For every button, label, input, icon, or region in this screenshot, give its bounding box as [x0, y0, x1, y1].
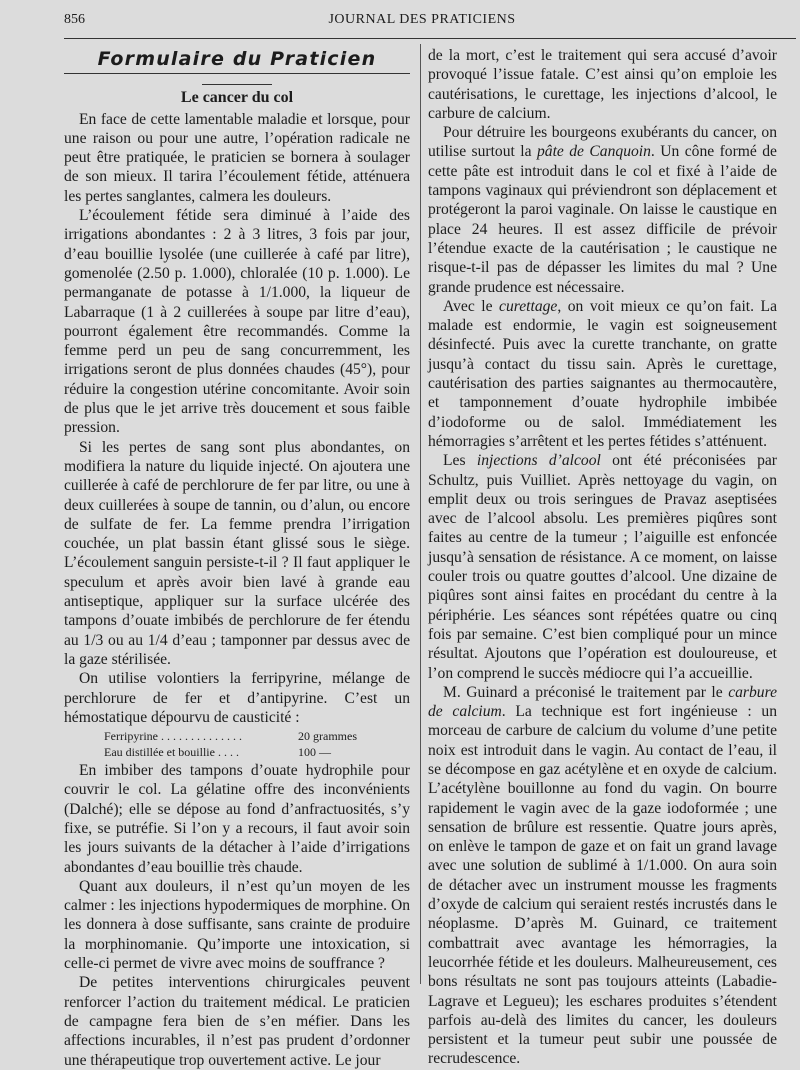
- emphasis: pâte de Canquoin: [536, 143, 651, 161]
- left-column: [64, 46, 410, 1070]
- paragraph: [428, 297, 777, 451]
- formula-quantity: 100 —: [298, 745, 331, 760]
- emphasis: injections d’alcool: [476, 452, 601, 470]
- text-run: . La technique est fort ingénieuse : un morceau de carbure de calcium du volume d’une petite noix est introduit dans le vagin. Au contact de l’eau, il se décompose en gaz acétylène et en oxyde de calcium. L’acétylène bouillonne au fond du vagin. On bourre rapidement le vagin avec de la gaze iodoformée ; une sensation de brûlure est ressentie. Quatre jours après, on enlève le tampon de gaze et on fait un grand lavage avec une solution de sublimé à 1/1.000. On aura soin de détacher avec un instrument mousse les fragments d’oxyde de calcium qui seraient restés incrustés dans le néoplasme. D’après M. Guinard, ce traitement combattrait avec avantage les hémorragies, la leucorrhée fétide et les douleurs. Malheureusement, ces bons résultats ne sont pas toujours atteints (Labadie-Lagrave et Legueu); les eschares produites s’étendent parfois au-delà des limites du cancer, les douleurs persistent et la tumeur peut subir une poussée de recrudescence.: [428, 703, 778, 1068]
- formula-row: [64, 728, 410, 744]
- text-run: Pour détruire les bourgeons exubérants du cancer, on utilise surtout la: [428, 124, 777, 161]
- paragraph: On utilise volontiers la ferripyrine, mélange de perchlorure de fer et d’antipyrine. C’est un hémostatique dépourvu de causticité :: [64, 670, 410, 726]
- section-title: Formulaire du Praticien: [64, 50, 410, 74]
- emphasis: curettage: [499, 297, 558, 315]
- formula-ingredient: Eau distillée et bouillie . . . .: [104, 745, 239, 760]
- prescription-formula: [64, 728, 410, 760]
- paragraph: de la mort, c’est le traitement qui sera accusé d’avoir provoqué l’issue fatale. C’est ainsi qu’on emploie les cautérisations, le curettage, les injections d’alcool, le carbure de calcium.: [428, 47, 777, 122]
- article-title: Le cancer du col: [180, 89, 294, 107]
- text-run: Avec le: [443, 297, 500, 315]
- text-run: , on voit mieux ce qu’on fait. La malade est endormie, le vagin est soigneusement désinfecté. Puis avec la curette tranchante, on gratte jusqu’à contact du tissu sain. Après le curettage, cautérisation des parties saignantes au thermocautère, et tamponnement d’ouate hydrophile imbibée d’iodoforme ou de salol. Immédiatement les hémorragies s’arrêtent et les pertes fétides s’atténuent.: [428, 297, 777, 450]
- text-run: ont été préconisées par Schultz, puis Vuilliet. Après nettoyage du vagin, on emplit deux ou trois seringues de Pravaz aseptisées avec de l’alcool absolu. Les premières piqûres sont faites au centre de la tumeur ; l’aiguille est enfoncée jusqu’à sensation de résistance. A ce moment, on laisse couler trois ou quatre gouttes d’alcool. Une dizaine de piqûres sont ainsi faites en procédant du centre à la périphérie. Les séances sont répétées quatre ou cinq fois par semaine. C’est bien compliqué pour un mince résultat. Ajoutons que l’opération est douloureuse, et l’on comprend le succès médiocre qui l’a accueillie.: [428, 452, 777, 682]
- paragraph: L’écoulement fétide sera diminué à l’aide des irrigations abondantes : 2 à 3 litres, 3 fois par jour, d’eau bouillie lysolée (une cuillerée à café par litre), gomenolée (2.50 p. 1.000), chloralée (10 p. 1.000). Le permanganate de potasse à 1/1.000, la liqueur de Labarraque (1 à 2 cuillerées à soupe par litre d’eau), pourront également être recommandés. Comme la femme perd un peu de sang concurremment, les irrigations seront de plus données chaudes (45°), pour réduire la congestion utérine concomitante. Avoir soin de plus que le jet arrive très doucement et sous faible pression.: [64, 207, 410, 437]
- paragraph: Si les pertes de sang sont plus abondantes, on modifiera la nature du liquide injecté. On ajoutera une cuillerée à café de perchlorure de fer par litre, ou une à deux cuillerées à soupe de tannin, ou d’alun, ou encore de sulfate de fer. La femme prendra l’irrigation couchée, un plat bassin étant glissé sous le siège. L’écoulement sanguin persiste-t-il ? Il faut appliquer le speculum et après avoir bien lavé à grande eau antiseptique, appliquer sur la surface ulcérée des tampons d’ouate imbibés de perchlorure de fer étendu au 1/3 ou au 1/4 d’eau ; tamponner par dessus avec de la gaze stérilisée.: [64, 438, 410, 668]
- header-rule: [64, 38, 796, 39]
- title-rule: [202, 84, 272, 85]
- running-header: [64, 12, 780, 28]
- paragraph: En imbiber des tampons d’ouate hydrophile pour couvrir le col. La gélatine offre des inconvénients (Dalché); elle se dépose au fond d’anfractuosités, s’y fixe, se putréfie. Si l’on y a recours, il faut avoir soin les jours suivants de la détacher à l’aide d’irrigations abondantes d’eau bouillie très chaude.: [64, 762, 410, 876]
- paragraph: Quant aux douleurs, il n’est qu’un moyen de les calmer : les injections hypodermiques de morphine. On les donnera à dose suffisante, sans crainte de produire la morphinomanie. Qu’importe une intoxication, si celle-ci permet de vivre avec moins de souffrance ?: [64, 877, 410, 973]
- formula-row: [64, 744, 410, 760]
- right-column: [428, 46, 777, 1069]
- column-separator: [420, 44, 421, 984]
- formula-quantity: 20 grammes: [298, 729, 357, 744]
- formula-ingredient: Ferripyrine . . . . . . . . . . . . . .: [104, 729, 242, 744]
- emphasis: carbure de calcium: [428, 683, 777, 721]
- paragraph: De petites interventions chirurgicales peuvent renforcer l’action du traitement médical. Le praticien de campagne fera bien de s’en méfier. Dans les affections incurables, il n’est pas prudent d’ordonner une thérapeutique trop ouvertement active. Le jour: [64, 974, 410, 1069]
- paragraph: En face de cette lamentable maladie et lorsque, pour une raison ou pour une autre, l’opération radicale ne peut être pratiquée, le praticien se bornera à soulager de son mieux. Il tarira l’écoulement fétide, atténuera les pertes sanglantes, calmera les douleurs.: [64, 110, 410, 205]
- paragraph: [428, 123, 777, 297]
- text-run: Les: [443, 452, 477, 470]
- paragraph: [428, 451, 777, 683]
- journal-title: JOURNAL DES PRATICIENS: [328, 12, 516, 27]
- paragraph: [428, 683, 777, 1069]
- page-number: 856: [64, 12, 85, 27]
- text-run: . Un cône formé de cette pâte est introduit dans le col et fixé à l’aide de tampons vaginaux qui préviendront son déplacement et protégeront la paroi vaginale. On laisse le caustique en place 24 heures. Il est assez difficile de prévoir l’étendue exacte de la cautérisation ; le caustique ne risque-t-il pas de dépasser les limites du mal ? Une grande prudence est nécessaire.: [428, 143, 777, 296]
- text-run: M. Guinard a préconisé le traitement par le: [443, 683, 729, 701]
